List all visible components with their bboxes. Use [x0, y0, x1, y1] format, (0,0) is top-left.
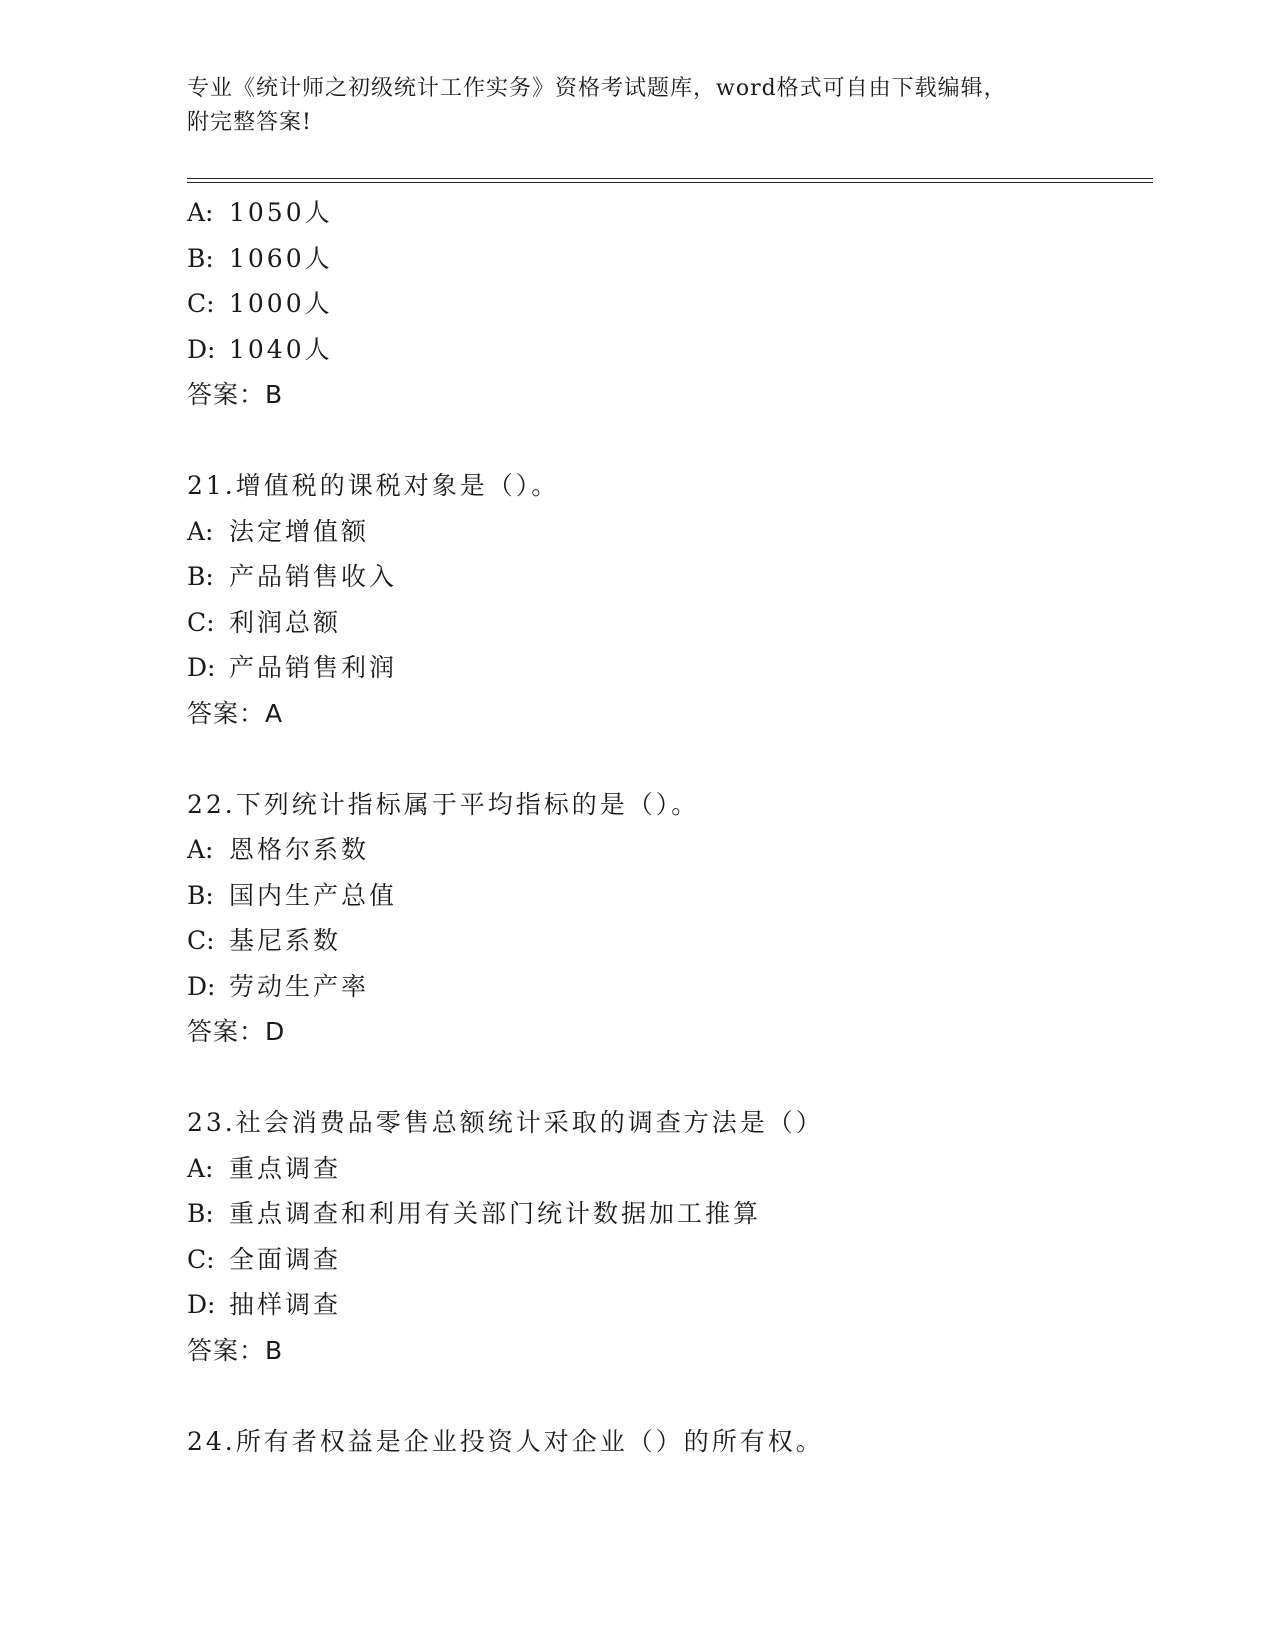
option-text: 法定增值额 [229, 516, 370, 546]
question-list [187, 190, 1147, 1464]
option-text: 1050人 [229, 198, 333, 227]
answer-line: 答案：D [187, 1017, 286, 1046]
option-a [187, 1146, 1147, 1192]
option-a [187, 827, 1147, 873]
option-label: D: [187, 334, 216, 364]
option-text: 重点调查和利用有关部门统计数据加工推算 [229, 1199, 762, 1228]
question-text: 23.社会消费品零售总额统计采取的调查方法是（） [187, 1108, 824, 1137]
option-text: 全面调查 [229, 1244, 342, 1274]
option-text: 国内生产总值 [229, 880, 398, 910]
option-b [187, 873, 1147, 919]
option-label: B: [187, 1199, 214, 1228]
question-text: 22.下列统计指标属于平均指标的是（）。 [187, 789, 700, 819]
option-label: D: [187, 971, 216, 1001]
option-text: 产品销售利润 [229, 653, 398, 682]
spacer [187, 1373, 1147, 1419]
question-block [187, 463, 1147, 736]
option-label: D: [187, 1290, 216, 1319]
answer-line: 答案：B [187, 380, 284, 409]
option-d [187, 964, 1147, 1010]
option-label: B: [187, 243, 214, 273]
header-divider [187, 178, 1153, 183]
answer-line: 答案：A [187, 698, 284, 728]
option-label: B: [187, 880, 214, 910]
option-label: A: [187, 516, 214, 546]
option-label: A: [187, 198, 214, 227]
option-text: 1040人 [229, 334, 333, 364]
question-block [187, 190, 1147, 418]
option-label: C: [187, 607, 215, 637]
option-b [187, 236, 1147, 282]
document-header [187, 72, 1087, 140]
option-text: 1000人 [229, 289, 333, 318]
option-text: 产品销售收入 [229, 562, 398, 591]
option-c [187, 281, 1147, 327]
question-text: 24.所有者权益是企业投资人对企业（）的所有权。 [187, 1426, 824, 1456]
option-label: A: [187, 835, 214, 864]
option-a [187, 190, 1147, 236]
option-text: 恩格尔系数 [229, 835, 370, 864]
header-line-1: 专业《统计师之初级统计工作实务》资格考试题库，word格式可自由下载编辑， [187, 76, 1007, 101]
option-label: D: [187, 653, 216, 682]
header-line-2: 附完整答案! [187, 110, 312, 135]
option-text: 基尼系数 [229, 926, 342, 955]
spacer [187, 1055, 1147, 1101]
question-block [187, 1419, 1147, 1465]
option-label: C: [187, 1244, 215, 1274]
option-text: 1060人 [229, 243, 333, 273]
question-text: 21.增值税的课税对象是（）。 [187, 471, 560, 500]
spacer [187, 736, 1147, 782]
option-label: C: [187, 289, 215, 318]
option-d [187, 327, 1147, 373]
option-text: 劳动生产率 [229, 971, 370, 1001]
option-text: 利润总额 [229, 607, 342, 637]
option-label: C: [187, 926, 215, 955]
question-block [187, 782, 1147, 1055]
option-d [187, 1282, 1147, 1328]
option-label: A: [187, 1153, 214, 1183]
option-d [187, 645, 1147, 691]
option-b [187, 1191, 1147, 1237]
option-c [187, 600, 1147, 646]
question-block [187, 1100, 1147, 1373]
option-a [187, 509, 1147, 555]
option-c [187, 918, 1147, 964]
option-c [187, 1237, 1147, 1283]
spacer [187, 418, 1147, 464]
option-text: 重点调查 [229, 1153, 342, 1183]
answer-line: 答案：B [187, 1335, 284, 1365]
option-text: 抽样调查 [229, 1290, 342, 1319]
option-b [187, 554, 1147, 600]
option-label: B: [187, 562, 214, 591]
